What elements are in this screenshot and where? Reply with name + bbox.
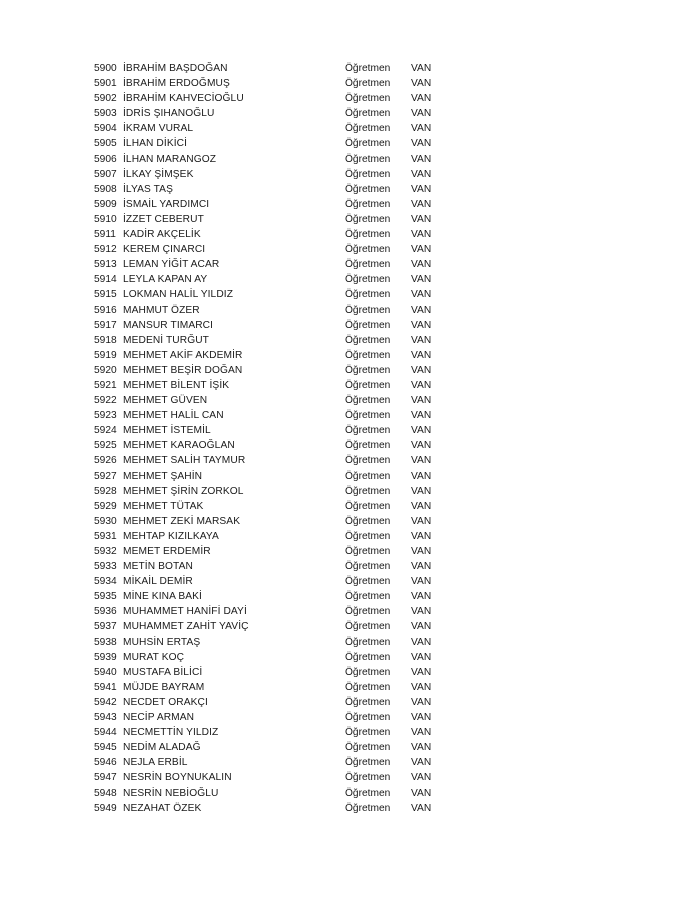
person-name: MEHMET KARAOĞLAN xyxy=(123,440,235,452)
person-name: İDRİS ŞIHANOĞLU xyxy=(123,108,215,120)
person-city: VAN xyxy=(411,274,432,286)
table-row xyxy=(94,76,454,91)
person-name: NEJLA ERBİL xyxy=(123,757,188,769)
person-city: VAN xyxy=(411,319,432,331)
row-number: 5937 xyxy=(94,621,117,633)
person-name: NEZAHAT ÖZEK xyxy=(123,802,202,814)
person-city: VAN xyxy=(411,78,432,90)
person-name: MEMET ERDEMİR xyxy=(123,546,211,557)
person-role: Öğretmen xyxy=(345,410,391,422)
person-role: Öğretmen xyxy=(345,425,391,437)
person-role: Öğretmen xyxy=(345,772,391,784)
person-role: Öğretmen xyxy=(345,78,391,90)
table-row xyxy=(94,755,454,770)
table-row xyxy=(94,514,454,529)
row-number: 5915 xyxy=(94,289,117,301)
person-city: VAN xyxy=(411,123,432,135)
table-row xyxy=(94,408,454,423)
person-name: MEHMET SALİH TAYMUR xyxy=(123,455,246,467)
person-role: Öğretmen xyxy=(345,515,391,527)
person-name: NESRİN NEBİOĞLU xyxy=(123,787,219,799)
table-row xyxy=(94,348,454,363)
row-number: 5949 xyxy=(94,802,117,814)
person-name: NEDİM ALADAĞ xyxy=(123,742,201,754)
person-role: Öğretmen xyxy=(345,123,391,135)
person-role: Öğretmen xyxy=(345,183,391,195)
person-role: Öğretmen xyxy=(345,364,391,376)
row-number: 5901 xyxy=(94,78,117,90)
row-number: 5940 xyxy=(94,666,117,678)
table-row xyxy=(94,695,454,710)
person-role: Öğretmen xyxy=(345,742,391,754)
person-city: VAN xyxy=(411,138,432,150)
row-number: 5911 xyxy=(94,229,116,241)
table-row xyxy=(94,333,454,348)
table-row xyxy=(94,604,454,619)
person-role: Öğretmen xyxy=(345,576,391,588)
table-row xyxy=(94,106,454,121)
row-number: 5936 xyxy=(94,606,117,618)
table-row xyxy=(94,438,454,453)
row-number: 5900 xyxy=(94,63,117,74)
table-row xyxy=(94,212,454,227)
row-number: 5920 xyxy=(94,364,117,376)
person-role: Öğretmen xyxy=(345,591,391,603)
row-number: 5906 xyxy=(94,153,117,165)
table-row xyxy=(94,544,454,559)
person-role: Öğretmen xyxy=(345,93,391,105)
person-name: LEMAN YİĞİT ACAR xyxy=(123,259,220,271)
person-city: VAN xyxy=(411,183,432,195)
row-number: 5922 xyxy=(94,395,117,407)
person-name: İZZET CEBERUT xyxy=(123,213,204,225)
person-city: VAN xyxy=(411,561,432,573)
person-city: VAN xyxy=(411,379,432,391)
person-name: MEHMET HALİL CAN xyxy=(123,410,224,422)
row-number: 5935 xyxy=(94,591,117,603)
person-city: VAN xyxy=(411,244,432,256)
table-row xyxy=(94,242,454,257)
row-number: 5946 xyxy=(94,757,117,769)
table-row xyxy=(94,499,454,514)
row-number: 5909 xyxy=(94,198,117,210)
table-row xyxy=(94,770,454,785)
table-row xyxy=(94,197,454,212)
table-row xyxy=(94,453,454,468)
person-role: Öğretmen xyxy=(345,621,391,633)
person-city: VAN xyxy=(411,546,432,557)
person-name: MUHAMMET HANİFİ DAYİ xyxy=(123,606,247,618)
person-city: VAN xyxy=(411,651,432,663)
person-city: VAN xyxy=(411,168,432,180)
person-city: VAN xyxy=(411,349,432,361)
row-number: 5934 xyxy=(94,576,117,588)
table-row xyxy=(94,650,454,665)
person-city: VAN xyxy=(411,591,432,603)
person-role: Öğretmen xyxy=(345,259,391,271)
person-name: KADİR AKÇELİK xyxy=(123,229,201,241)
table-row xyxy=(94,318,454,333)
person-role: Öğretmen xyxy=(345,651,391,663)
person-name: MEDENİ TURĞUT xyxy=(123,334,210,346)
person-city: VAN xyxy=(411,606,432,618)
person-role: Öğretmen xyxy=(345,606,391,618)
person-city: VAN xyxy=(411,727,432,739)
person-name: LOKMAN HALİL YILDIZ xyxy=(123,289,234,301)
person-city: VAN xyxy=(411,576,432,588)
person-name: MİNE KINA BAKİ xyxy=(123,591,202,603)
person-role: Öğretmen xyxy=(345,289,391,301)
person-role: Öğretmen xyxy=(345,244,391,256)
row-number: 5913 xyxy=(94,259,117,271)
row-number: 5926 xyxy=(94,455,117,467)
table-row xyxy=(94,257,454,272)
person-name: İLKAY ŞİMŞEK xyxy=(123,168,194,180)
person-name: MAHMUT ÖZER xyxy=(123,304,200,316)
person-city: VAN xyxy=(411,681,432,693)
person-city: VAN xyxy=(411,621,432,633)
person-city: VAN xyxy=(411,364,432,376)
person-city: VAN xyxy=(411,63,432,74)
row-number: 5948 xyxy=(94,787,117,799)
person-role: Öğretmen xyxy=(345,470,391,482)
person-name: İLYAS TAŞ xyxy=(123,183,173,195)
person-name: MURAT KOÇ xyxy=(123,651,185,663)
table-row xyxy=(94,363,454,378)
person-city: VAN xyxy=(411,304,432,316)
person-name: MUHSİN ERTAŞ xyxy=(123,636,201,648)
person-role: Öğretmen xyxy=(345,561,391,573)
table-row xyxy=(94,182,454,197)
person-city: VAN xyxy=(411,787,432,799)
person-city: VAN xyxy=(411,213,432,225)
person-role: Öğretmen xyxy=(345,485,391,497)
row-number: 5905 xyxy=(94,138,117,150)
table-row xyxy=(94,121,454,136)
row-number: 5903 xyxy=(94,108,117,120)
row-number: 5933 xyxy=(94,561,117,573)
table-row xyxy=(94,272,454,287)
person-city: VAN xyxy=(411,289,432,301)
person-name: MEHMET BEŞİR DOĞAN xyxy=(123,364,243,376)
person-role: Öğretmen xyxy=(345,727,391,739)
table-row xyxy=(94,393,454,408)
row-number: 5930 xyxy=(94,515,117,527)
person-city: VAN xyxy=(411,470,432,482)
person-role: Öğretmen xyxy=(345,334,391,346)
person-city: VAN xyxy=(411,802,432,814)
person-role: Öğretmen xyxy=(345,696,391,708)
row-number: 5916 xyxy=(94,304,117,316)
person-city: VAN xyxy=(411,696,432,708)
row-number: 5927 xyxy=(94,470,117,482)
row-number: 5912 xyxy=(94,244,117,256)
person-role: Öğretmen xyxy=(345,530,391,542)
row-number: 5910 xyxy=(94,213,117,225)
person-role: Öğretmen xyxy=(345,802,391,814)
person-name: MUSTAFA BİLİCİ xyxy=(123,666,203,678)
person-city: VAN xyxy=(411,153,432,165)
row-number: 5938 xyxy=(94,636,117,648)
person-city: VAN xyxy=(411,500,432,512)
person-name: İBRAHİM ERDOĞMUŞ xyxy=(123,78,230,90)
person-name: MEHMET ŞAHİN xyxy=(123,470,203,482)
personnel-list xyxy=(94,61,454,816)
row-number: 5908 xyxy=(94,183,117,195)
table-row xyxy=(94,710,454,725)
row-number: 5907 xyxy=(94,168,117,180)
person-name: MEHMET BİLENT İŞİK xyxy=(123,379,230,391)
person-role: Öğretmen xyxy=(345,349,391,361)
person-role: Öğretmen xyxy=(345,712,391,724)
table-row xyxy=(94,287,454,302)
table-row xyxy=(94,469,454,484)
row-number: 5928 xyxy=(94,485,117,497)
row-number: 5945 xyxy=(94,742,117,754)
table-row xyxy=(94,665,454,680)
person-name: KEREM ÇINARCI xyxy=(123,244,206,256)
person-role: Öğretmen xyxy=(345,63,391,74)
person-city: VAN xyxy=(411,259,432,271)
table-row xyxy=(94,559,454,574)
table-row xyxy=(94,786,454,801)
person-name: İBRAHİM KAHVECİOĞLU xyxy=(123,93,244,105)
person-role: Öğretmen xyxy=(345,168,391,180)
person-name: MANSUR TIMARCI xyxy=(123,319,214,331)
row-number: 5917 xyxy=(94,319,117,331)
table-row xyxy=(94,574,454,589)
person-city: VAN xyxy=(411,515,432,527)
person-role: Öğretmen xyxy=(345,681,391,693)
person-name: MEHMET AKİF AKDEMİR xyxy=(123,349,243,361)
table-row xyxy=(94,484,454,499)
person-role: Öğretmen xyxy=(345,198,391,210)
person-role: Öğretmen xyxy=(345,274,391,286)
person-name: NECMETTİN YILDIZ xyxy=(123,727,219,739)
person-city: VAN xyxy=(411,742,432,754)
table-row xyxy=(94,152,454,167)
person-name: İKRAM VURAL xyxy=(123,123,194,135)
table-row xyxy=(94,303,454,318)
table-row xyxy=(94,589,454,604)
person-city: VAN xyxy=(411,455,432,467)
person-role: Öğretmen xyxy=(345,213,391,225)
row-number: 5947 xyxy=(94,772,117,784)
person-name: İBRAHİM BAŞDOĞAN xyxy=(123,63,228,74)
table-row xyxy=(94,635,454,650)
person-city: VAN xyxy=(411,530,432,542)
person-role: Öğretmen xyxy=(345,153,391,165)
person-city: VAN xyxy=(411,772,432,784)
person-role: Öğretmen xyxy=(345,546,391,557)
row-number: 5941 xyxy=(94,681,117,693)
table-row xyxy=(94,680,454,695)
row-number: 5921 xyxy=(94,379,117,391)
person-city: VAN xyxy=(411,666,432,678)
table-row xyxy=(94,529,454,544)
row-number: 5943 xyxy=(94,712,117,724)
person-city: VAN xyxy=(411,410,432,422)
person-city: VAN xyxy=(411,229,432,241)
row-number: 5924 xyxy=(94,425,117,437)
person-role: Öğretmen xyxy=(345,500,391,512)
person-city: VAN xyxy=(411,425,432,437)
person-name: İLHAN DİKİCİ xyxy=(123,138,188,150)
person-city: VAN xyxy=(411,108,432,120)
person-name: NESRİN BOYNUKALIN xyxy=(123,772,232,784)
table-row xyxy=(94,725,454,740)
person-city: VAN xyxy=(411,198,432,210)
person-name: MEHMET ZEKİ MARSAK xyxy=(123,515,241,527)
table-row xyxy=(94,136,454,151)
person-role: Öğretmen xyxy=(345,379,391,391)
row-number: 5902 xyxy=(94,93,117,105)
row-number: 5919 xyxy=(94,349,117,361)
person-role: Öğretmen xyxy=(345,229,391,241)
person-city: VAN xyxy=(411,712,432,724)
person-name: LEYLA KAPAN AY xyxy=(123,274,208,286)
table-row xyxy=(94,378,454,393)
person-city: VAN xyxy=(411,440,432,452)
person-name: MEHTAP KIZILKAYA xyxy=(123,530,219,542)
table-row xyxy=(94,423,454,438)
person-role: Öğretmen xyxy=(345,455,391,467)
person-role: Öğretmen xyxy=(345,440,391,452)
row-number: 5932 xyxy=(94,546,117,557)
person-name: NECİP ARMAN xyxy=(123,712,195,724)
person-city: VAN xyxy=(411,485,432,497)
row-number: 5914 xyxy=(94,274,117,286)
person-city: VAN xyxy=(411,757,432,769)
row-number: 5939 xyxy=(94,651,117,663)
person-name: MEHMET ŞİRİN ZORKOL xyxy=(123,485,244,497)
table-row xyxy=(94,167,454,182)
row-number: 5929 xyxy=(94,500,117,512)
table-row xyxy=(94,801,454,816)
row-number: 5925 xyxy=(94,440,117,452)
table-row xyxy=(94,619,454,634)
row-number: 5931 xyxy=(94,530,117,542)
table-row xyxy=(94,227,454,242)
person-name: İLHAN MARANGOZ xyxy=(123,153,217,165)
person-role: Öğretmen xyxy=(345,395,391,407)
row-number: 5944 xyxy=(94,727,117,739)
row-number: 5942 xyxy=(94,696,117,708)
person-name: İSMAİL YARDIMCI xyxy=(123,198,210,210)
person-name: MEHMET GÜVEN xyxy=(123,395,208,407)
person-name: NECDET ORAKÇI xyxy=(123,696,208,708)
row-number: 5904 xyxy=(94,123,117,135)
person-city: VAN xyxy=(411,395,432,407)
person-name: MİKAİL DEMİR xyxy=(123,576,193,588)
person-role: Öğretmen xyxy=(345,138,391,150)
row-number: 5918 xyxy=(94,334,117,346)
person-role: Öğretmen xyxy=(345,304,391,316)
row-number: 5923 xyxy=(94,410,117,422)
table-row xyxy=(94,740,454,755)
person-city: VAN xyxy=(411,636,432,648)
table-row xyxy=(94,61,454,76)
person-city: VAN xyxy=(411,93,432,105)
person-name: MUHAMMET ZAHİT YAVİÇ xyxy=(123,621,249,633)
person-name: MÜJDE BAYRAM xyxy=(123,681,205,693)
person-city: VAN xyxy=(411,334,432,346)
person-role: Öğretmen xyxy=(345,787,391,799)
person-role: Öğretmen xyxy=(345,757,391,769)
person-name: MEHMET İSTEMİL xyxy=(123,425,211,437)
person-role: Öğretmen xyxy=(345,636,391,648)
person-role: Öğretmen xyxy=(345,108,391,120)
table-row xyxy=(94,91,454,106)
person-name: MEHMET TÜTAK xyxy=(123,500,204,512)
person-role: Öğretmen xyxy=(345,319,391,331)
person-name: METİN BOTAN xyxy=(123,561,193,573)
person-role: Öğretmen xyxy=(345,666,391,678)
